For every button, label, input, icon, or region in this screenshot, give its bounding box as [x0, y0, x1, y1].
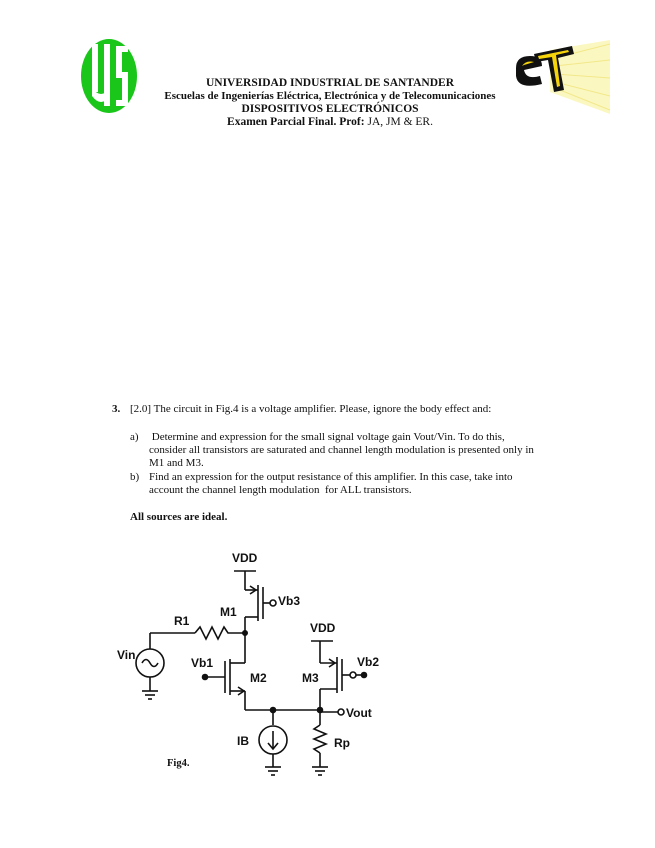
vb2-terminal: [362, 673, 367, 678]
m2-label: M2: [250, 671, 267, 685]
figure-caption: Fig4.: [167, 758, 190, 769]
vout-label: Vout: [346, 706, 372, 720]
item-a-label: a): [130, 431, 139, 443]
vin-sine: [142, 660, 158, 667]
university-name: UNIVERSIDAD INDUSTRIAL DE SANTANDER: [205, 77, 455, 89]
professors: JA, JM & ER.: [367, 116, 433, 128]
m1-gate-bubble: [270, 600, 276, 606]
et-logo: [510, 40, 610, 114]
circuit-figure: [100, 545, 400, 785]
vdd-left-label: VDD: [232, 551, 258, 565]
r1-label: R1: [174, 614, 190, 628]
vb2-label: Vb2: [357, 655, 380, 669]
r1-resistor: [195, 627, 245, 639]
question-intro: [2.0] The circuit in Fig.4 is a voltage amplifier. Please, ignore the body effect and:: [130, 403, 492, 415]
vb1-label: Vb1: [191, 656, 214, 670]
item-b-line2: account the channel length modulation for ALL transistors.: [149, 484, 412, 496]
item-a-line3: M1 and M3.: [149, 457, 204, 469]
ib-label: IB: [237, 734, 249, 748]
m3-label: M3: [302, 671, 319, 685]
item-b-label: b): [130, 471, 140, 483]
course-name: DISPOSITIVOS ELECTRÓNICOS: [241, 103, 419, 115]
sources-note: All sources are ideal.: [130, 511, 228, 523]
exam-label: Examen Parcial Final. Prof:: [227, 116, 365, 128]
vin-label: Vin: [117, 648, 136, 662]
uis-logo: [80, 38, 138, 114]
schools-line: Escuelas de Ingenierías Eléctrica, Electrónica y de Telecomunicaciones: [164, 90, 496, 102]
vout-terminal: [338, 709, 344, 715]
rp-resistor: [314, 725, 326, 753]
m3-gate-bubble: [350, 672, 356, 678]
item-b-line1: Find an expression for the output resistance of this amplifier. In this case, take into: [149, 471, 513, 483]
question-number: 3.: [112, 403, 121, 415]
item-a-line1: Determine and expression for the small signal voltage gain Vout/Vin. To do this,: [149, 431, 505, 443]
vdd-right-label: VDD: [310, 621, 336, 635]
exam-line: [140, 116, 520, 129]
m1-label: M1: [220, 605, 237, 619]
item-a-line2: consider all transistors are saturated and channel length modulation is presented only in: [149, 444, 534, 456]
rp-label: Rp: [334, 736, 350, 750]
vb3-label: Vb3: [278, 594, 301, 608]
